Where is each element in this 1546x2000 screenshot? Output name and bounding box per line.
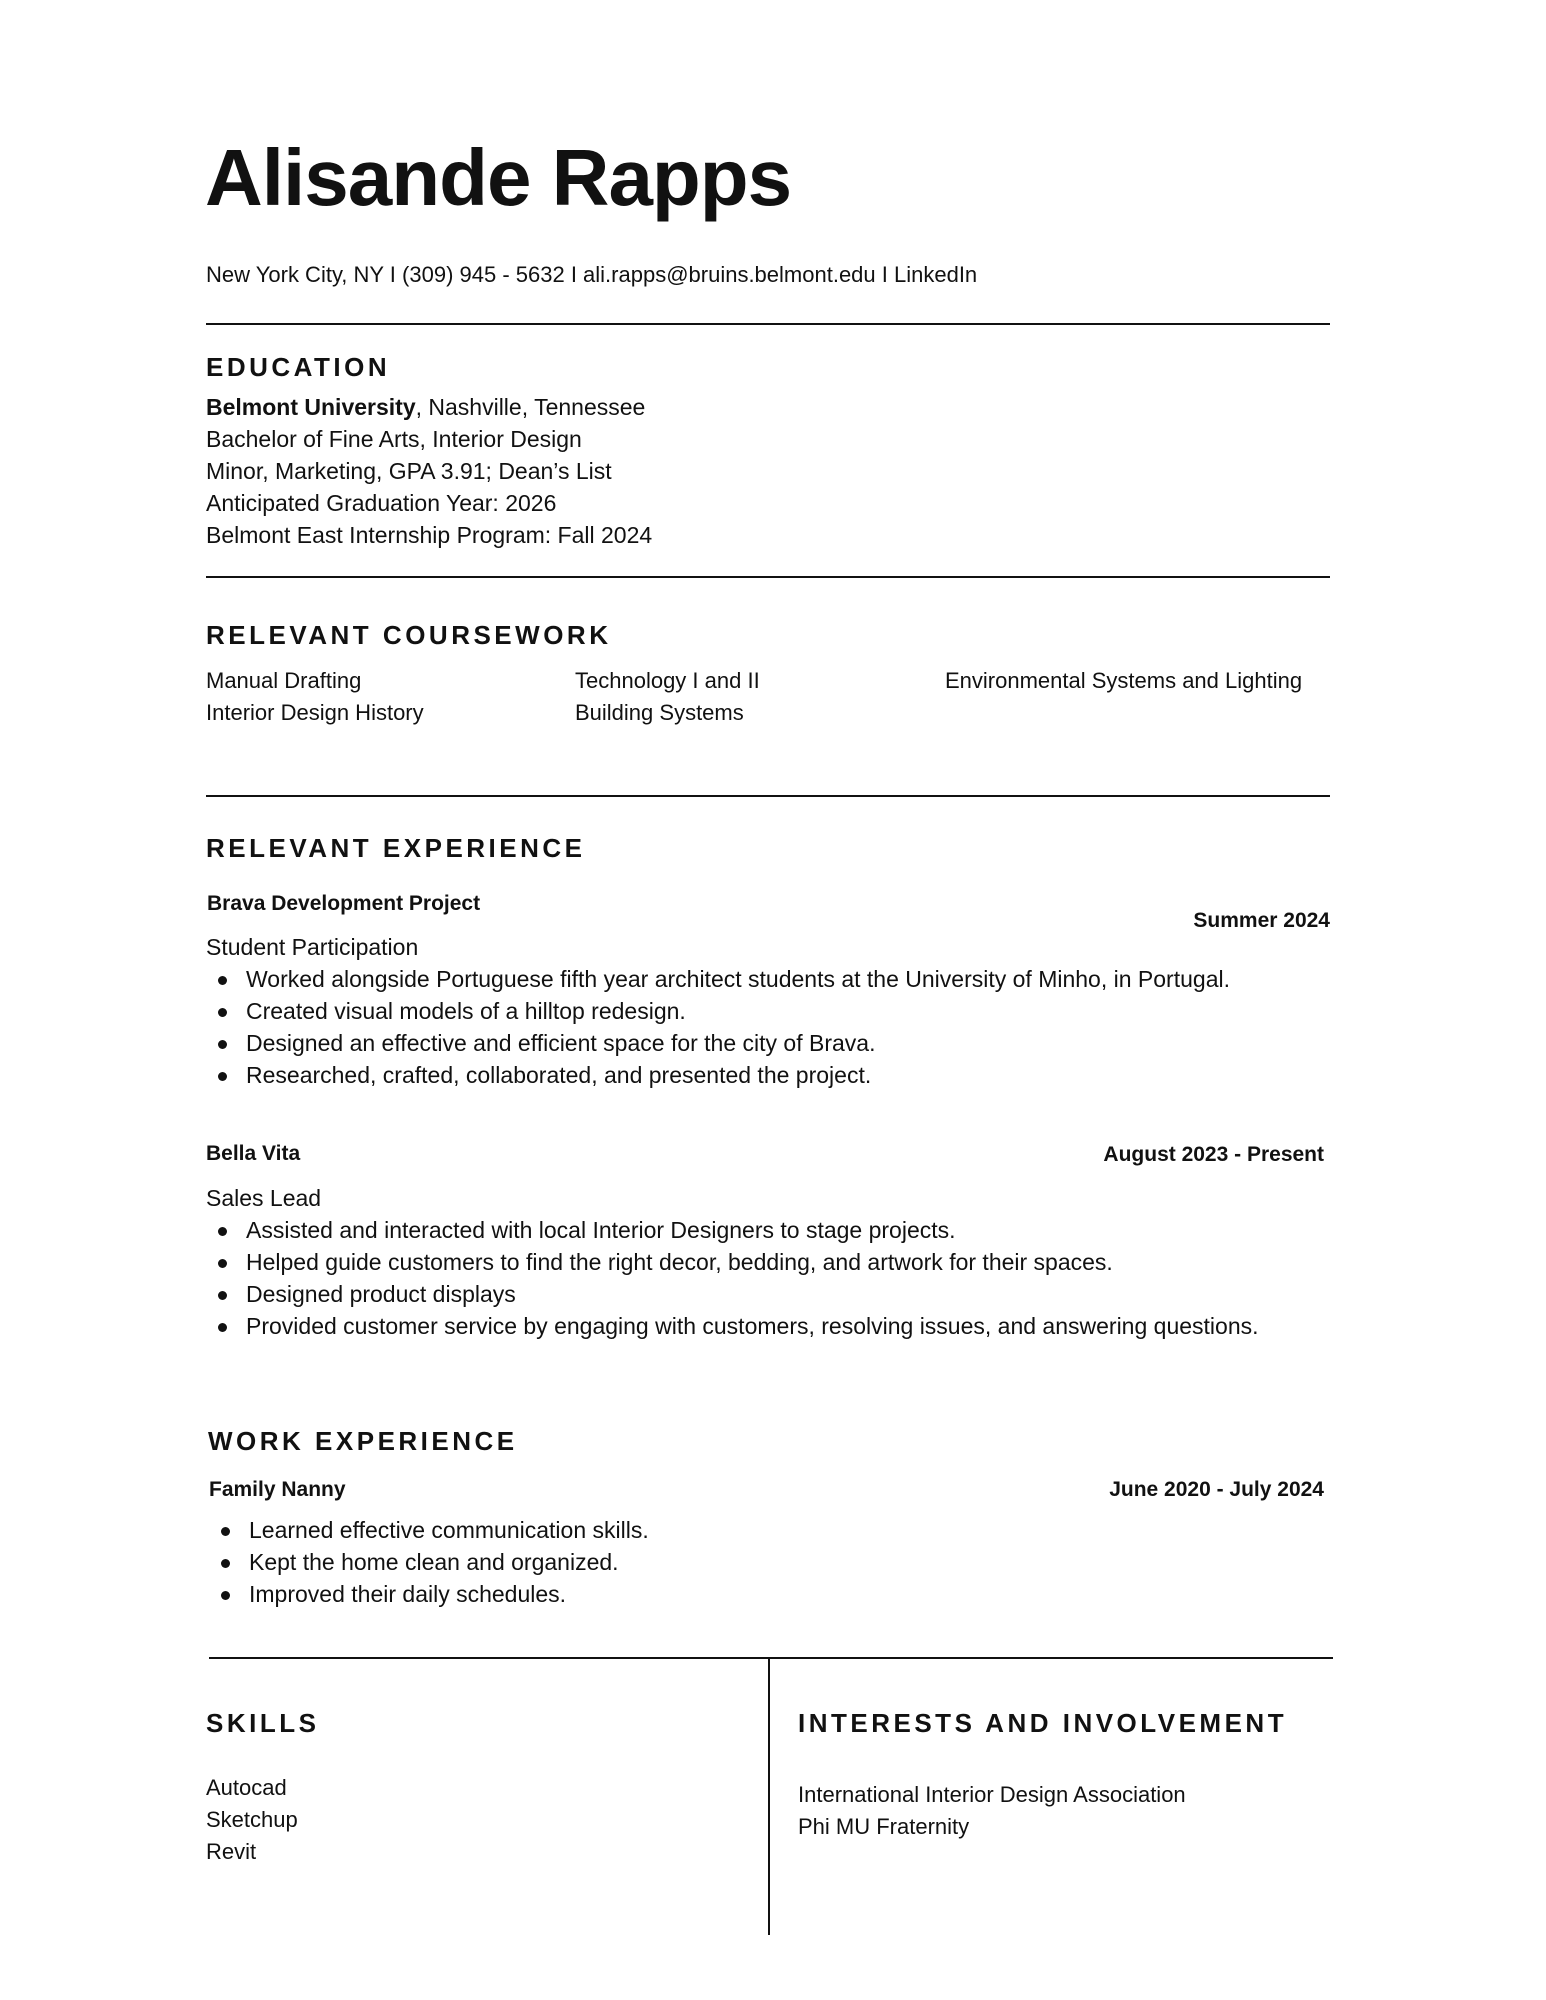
list-item: Improved their daily schedules. [209,1583,649,1615]
interest-item: International Interior Design Association [798,1782,1186,1807]
list-item: Assisted and interacted with local Interior Designers to stage projects. [206,1219,1259,1251]
bullet-icon [218,1323,227,1332]
list-item: Kept the home clean and organized. [209,1551,649,1583]
course-item: Environmental Systems and Lighting [945,668,1303,693]
job-title: Bella Vita [206,1142,301,1165]
job-date: August 2023 - Present [1103,1143,1324,1166]
divider [206,323,1330,325]
bullet-icon [218,1040,227,1049]
bullet-icon [221,1527,230,1536]
job-bullets [209,1519,649,1615]
school-name: Belmont University [206,394,416,420]
section-heading-interests: INTERESTS AND INVOLVEMENT [798,1708,1288,1738]
job-role: Student Participation [206,934,419,960]
divider [206,576,1330,578]
bullet-icon [218,1008,227,1017]
list-item: Designed an effective and efficient space for the city of Brava. [206,1032,1230,1064]
section-heading-coursework: RELEVANT COURSEWORK [206,620,612,650]
section-heading-skills: SKILLS [206,1708,320,1738]
section-heading-relevant-experience: RELEVANT EXPERIENCE [206,833,586,863]
education-line: Belmont East Internship Program: Fall 2024 [206,522,653,548]
job-date: June 2020 - July 2024 [1109,1478,1324,1501]
job-bullets [206,1219,1259,1347]
job-title: Brava Development Project [207,892,481,915]
bullet-icon [221,1591,230,1600]
section-heading-education: EDUCATION [206,352,391,382]
list-item: Learned effective communication skills. [209,1519,649,1551]
bullet-icon [221,1559,230,1568]
school-location: , Nashville, Tennessee [415,394,646,420]
course-item: Technology I and II [575,668,760,693]
skill-item: Autocad [206,1775,287,1800]
education-school-line [206,396,645,419]
vertical-divider [768,1657,770,1935]
education-line: Bachelor of Fine Arts, Interior Design [206,426,582,452]
bullet-icon [218,1259,227,1268]
bullet-icon [218,1072,227,1081]
course-item: Manual Drafting [206,668,362,693]
job-bullets [206,968,1230,1096]
resume-name: Alisande Rapps [205,133,792,222]
bullet-icon [218,1291,227,1300]
education-line: Minor, Marketing, GPA 3.91; Dean’s List [206,458,612,484]
list-item: Researched, crafted, collaborated, and presented the project. [206,1064,1230,1096]
education-line: Anticipated Graduation Year: 2026 [206,490,557,516]
course-item: Interior Design History [206,700,424,725]
interest-item: Phi MU Fraternity [798,1814,970,1839]
list-item: Provided customer service by engaging with customers, resolving issues, and answering questions. [206,1315,1259,1347]
section-heading-work-experience: WORK EXPERIENCE [208,1426,518,1456]
bullet-icon [218,1227,227,1236]
list-item: Worked alongside Portuguese fifth year architect students at the University of Minho, in Portugal. [206,968,1230,1000]
job-date: Summer 2024 [1193,909,1330,932]
divider [209,1657,1333,1659]
job-title: Family Nanny [209,1478,346,1501]
skill-item: Sketchup [206,1807,298,1832]
contact-line: New York City, NY I (309) 945 - 5632 I ali.rapps@bruins.belmont.edu I LinkedIn [206,262,978,287]
course-item: Building Systems [575,700,744,725]
job-role: Sales Lead [206,1185,322,1211]
skill-item: Revit [206,1839,257,1864]
divider [206,795,1330,797]
list-item: Designed product displays [206,1283,1259,1315]
list-item: Created visual models of a hilltop redesign. [206,1000,1230,1032]
list-item: Helped guide customers to find the right decor, bedding, and artwork for their spaces. [206,1251,1259,1283]
bullet-icon [218,976,227,985]
